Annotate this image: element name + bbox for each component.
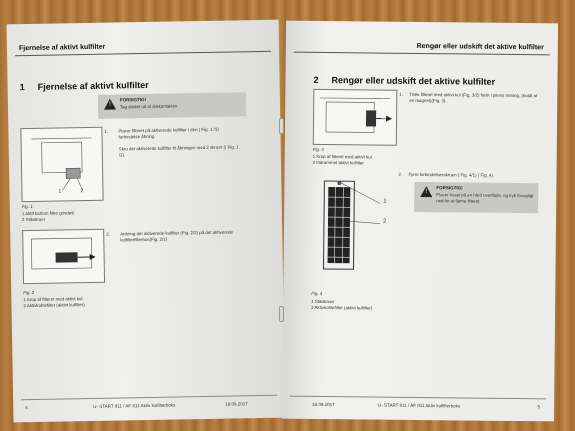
right-page (282, 21, 558, 422)
left-footer-product: U- START 811 / AF 811 Aktiv kulfilterboks (93, 402, 176, 409)
section-title: Rengør eller udskift det aktive kulfilter (331, 75, 496, 87)
fig2-item-1: 1 Krop af filteret med aktivt kul (23, 296, 83, 303)
warning-icon: ! (420, 186, 432, 197)
step1-number: 1. (399, 91, 404, 97)
fig4-label: Fig. 4 (311, 290, 323, 296)
right-footer-product: U- START 811 / AF 811 Aktiv kulfilterboks (378, 402, 461, 409)
fig4-callout-1: 1 (383, 198, 387, 205)
left-page (7, 20, 286, 423)
fig3-label: Fig. 3 (312, 146, 324, 152)
fig1-label: Fig. 1 (21, 203, 33, 210)
warning-text: Tag stikket ud af stikkontakten (119, 103, 178, 110)
fig4-item-2: 2 Aktivkohlefilter (aktivt kulfilter) (311, 304, 373, 311)
section-number: 1 (19, 82, 25, 93)
header-rule (15, 51, 271, 56)
left-footer-date: 18.09.2017 (225, 401, 248, 407)
warning-box (98, 92, 246, 119)
binding-staple (279, 118, 284, 134)
fig2-item-2: 2 Aktivkohlefilter (aktivt kulfilter) (23, 302, 85, 309)
step2-number: 2. (398, 171, 403, 177)
right-page-number: 5 (537, 404, 541, 410)
warning-text: Placer huset på en hård overflade, og tryk forsigtigt ned for at fjerne filteret. (436, 192, 534, 204)
fig1-callout-1: 1 (58, 188, 62, 195)
step2-number: 2. (106, 231, 110, 237)
step2-text: Fjern forbindelsesskruen ( Fig. 4/1) ( Fig. 4). (408, 171, 495, 178)
figure-3 (313, 89, 398, 146)
fig4-callout-2: 2 (382, 218, 387, 225)
fig1-item-2: 2 Stikskruer (21, 216, 46, 223)
fig1-drawing (21, 128, 102, 201)
warning-box (414, 182, 538, 213)
left-page-header: Fjernelse af aktivt kulfilter (18, 43, 106, 53)
fig3-drawing (314, 90, 397, 145)
warning-icon: ! (104, 99, 116, 110)
fig1-item-1: 1 Aktif karbon filtre gövdesi (21, 210, 75, 217)
fig1-callout-2: 2 (80, 188, 84, 195)
fig3-item-2: 2 Indrammet aktivt kulfilter (312, 159, 364, 166)
section-number: 2 (313, 74, 319, 85)
step1-text: Træk filteret med aktivt kul (Fig. 3/2) frem i pilens retning. (holdt af en magnet)(Fig. 3). (409, 91, 538, 103)
figure-1 (20, 127, 103, 202)
section-title: Fjernelse af aktivt kulfilter (37, 79, 149, 92)
warning-title: FORSIGTIG! (119, 96, 147, 103)
fig3-item-1: 1 Krop af filteret med aktivt kul (312, 153, 372, 160)
binding-staple (279, 306, 284, 322)
fig4-item-1: 1 Stikskruer (311, 298, 335, 305)
figure-2 (22, 229, 105, 284)
step1-subtext: Skru det aktiverede kulfilter til åbningen med 2 skruer (( Fig. 1 /2). (118, 144, 239, 158)
right-footer-date: 18.09.2017 (312, 401, 335, 408)
warning-title: FORSIGTIG! (436, 185, 463, 191)
footer-rule (21, 395, 277, 400)
footer-rule (290, 396, 546, 400)
step2-text: Anbring det aktiverede kulfilter (Fig. 2/2) på det aktiverede kulfilterfilterhus(Fig. 2/1) (120, 229, 234, 243)
right-page-header: Rengør eller udskift det aktive kulfilter (416, 42, 544, 52)
fig2-label: Fig. 2 (23, 289, 35, 296)
step1-number: 1. (104, 128, 109, 134)
fig2-drawing (23, 230, 104, 283)
step1-text: Placer filteret på aktiverede kulfilter i den ( Fig. 1 /1) forbindelse åbning (118, 126, 219, 140)
header-rule (294, 52, 550, 56)
left-page-number: 4 (25, 405, 28, 411)
